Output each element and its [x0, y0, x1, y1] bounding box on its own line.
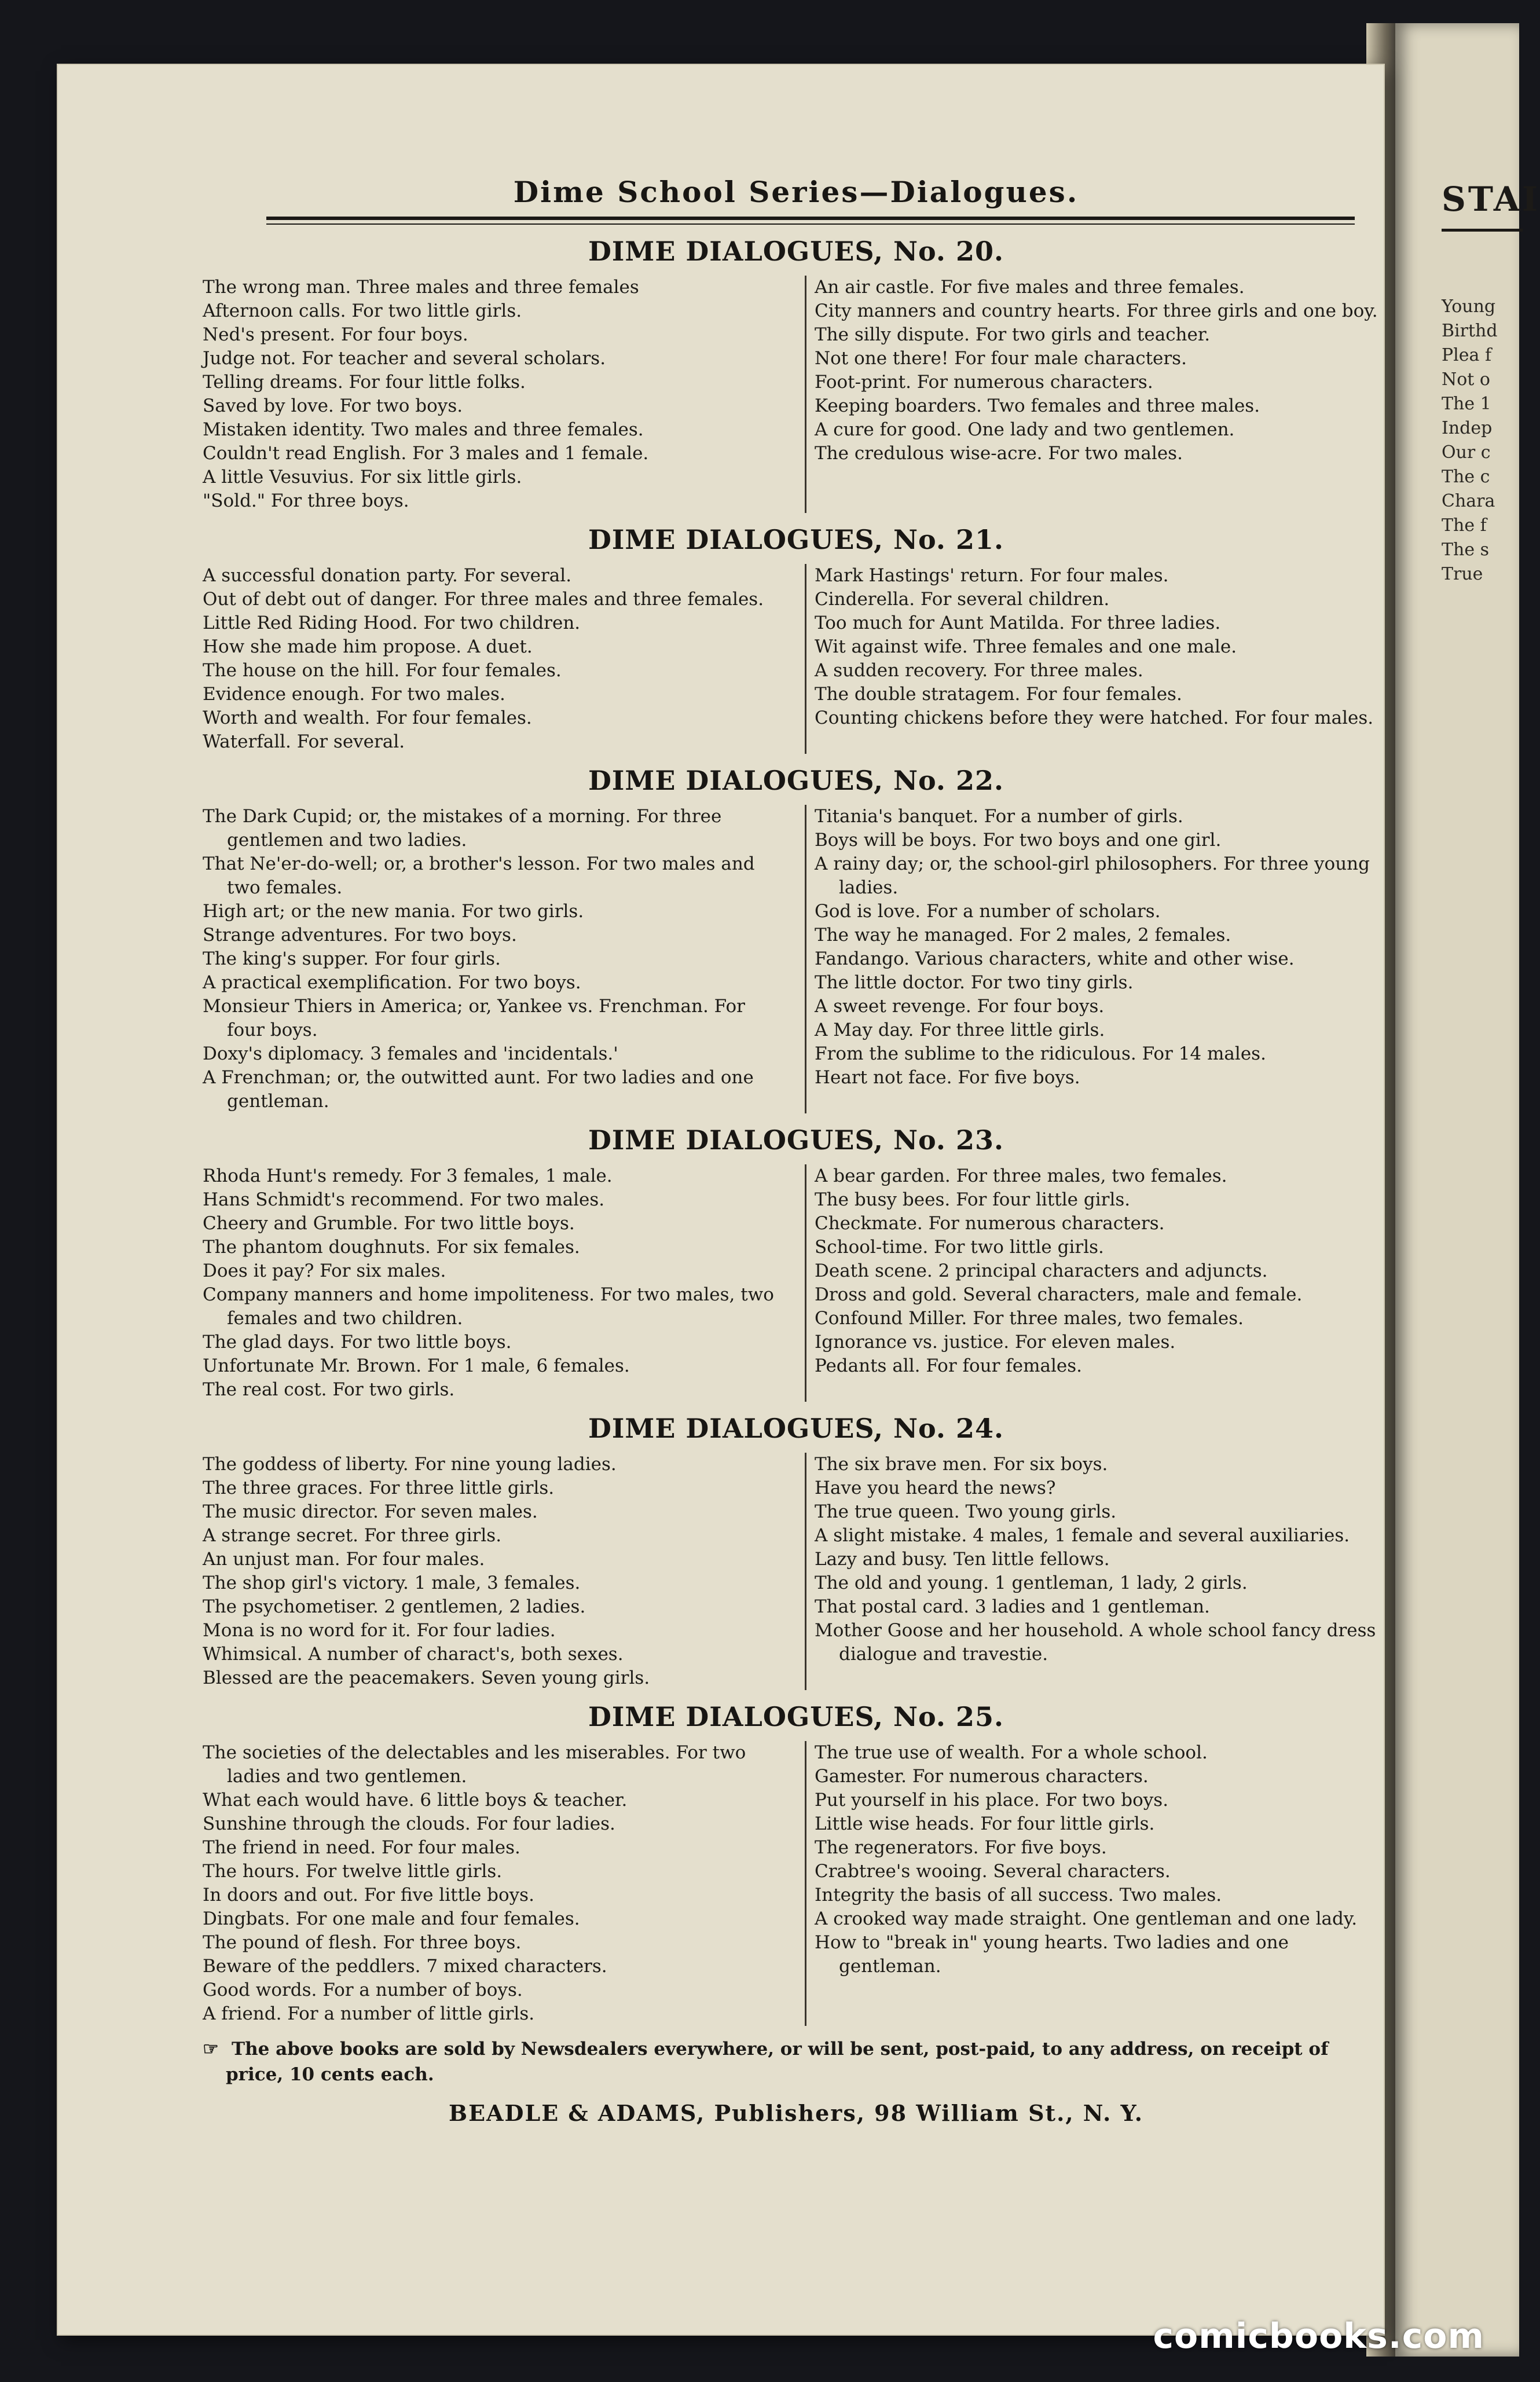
dialogue-entry: Heart not face. For five boys.	[815, 1067, 1080, 1088]
section-columns	[203, 564, 1389, 754]
dialogue-entry: Does it pay? For six males.	[203, 1260, 446, 1281]
right-column	[805, 1164, 1388, 1402]
dialogue-entry: Cinderella. For several children.	[815, 589, 1110, 610]
section-columns	[203, 1453, 1389, 1690]
dialogue-entry: That Ne'er-do-well; or, a brother's lesson. For two males and two females.	[203, 853, 755, 898]
page-content	[203, 169, 1389, 2323]
section-columns	[203, 805, 1389, 1113]
dialogue-entry: A slight mistake. 4 males, 1 female and several auxiliaries.	[815, 1525, 1350, 1546]
dialogue-entry: Mistaken identity. Two males and three females.	[203, 419, 644, 440]
facing-page-lines	[1442, 295, 1523, 587]
dialogue-entry: The true queen. Two young girls.	[815, 1501, 1117, 1522]
section-title: DIME DIALOGUES, No. 25.	[588, 1701, 1004, 1732]
dialogue-entry: Unfortunate Mr. Brown. For 1 male, 6 females.	[203, 1355, 630, 1376]
dialogue-entry: Telling dreams. For four little folks.	[203, 372, 526, 393]
dialogue-entry: The six brave men. For six boys.	[815, 1454, 1108, 1475]
dialogue-entry: Dingbats. For one male and four females.	[203, 1908, 580, 1929]
dialogue-entry: Cheery and Grumble. For two little boys.	[203, 1213, 575, 1234]
dialogue-entry: Evidence enough. For two males.	[203, 684, 505, 705]
dialogue-entry: The phantom doughnuts. For six females.	[203, 1237, 580, 1258]
left-column	[203, 564, 782, 754]
dialogue-entry: The king's supper. For four girls.	[203, 948, 501, 969]
right-column	[805, 564, 1388, 754]
header-rule	[266, 217, 1355, 220]
section-title: DIME DIALOGUES, No. 22.	[588, 765, 1004, 796]
section-columns	[203, 1164, 1389, 1402]
dialogue-entry: The glad days. For two little boys.	[203, 1332, 512, 1353]
left-column	[203, 1453, 782, 1690]
dialogue-sections	[203, 227, 1389, 2026]
publisher-line: BEADLE & ADAMS, Publishers, 98 William St., N. Y.	[448, 2100, 1144, 2126]
dialogue-entry: A strange secret. For three girls.	[203, 1525, 502, 1546]
dialogue-entry: The busy bees. For four little girls.	[815, 1189, 1131, 1210]
dialogue-entry: Have you heard the news?	[815, 1478, 1056, 1498]
dialogue-entry: Confound Miller. For three males, two females.	[815, 1308, 1244, 1329]
left-column	[203, 276, 782, 513]
left-column	[203, 1741, 782, 2026]
dialogue-entry: The double stratagem. For four females.	[815, 684, 1182, 705]
dialogue-entry: Boys will be boys. For two boys and one girl.	[815, 830, 1222, 851]
dialogue-entry: The pound of flesh. For three boys.	[203, 1932, 522, 1953]
dialogue-entry: Gamester. For numerous characters.	[815, 1766, 1149, 1787]
header-rule-thin	[266, 223, 1355, 225]
dialogue-entry: A bear garden. For three males, two females.	[815, 1166, 1227, 1186]
series-header: Dime School Series—Dialogues.	[513, 175, 1079, 209]
dialogue-entry: What each would have. 6 little boys & teacher.	[203, 1790, 628, 1811]
facing-page-fragment: Young	[1442, 296, 1496, 317]
dialogue-entry: Saved by love. For two boys.	[203, 395, 463, 416]
dialogue-entry: The music director. For seven males.	[203, 1501, 538, 1522]
dialogue-section	[203, 515, 1389, 754]
dialogue-entry: Pedants all. For four females.	[815, 1355, 1082, 1376]
facing-page-fragment: The 1	[1442, 394, 1491, 414]
dialogue-entry: The friend in need. For four males.	[203, 1837, 520, 1858]
facing-page-fragment: Indep	[1442, 418, 1493, 438]
dialogue-entry: From the sublime to the ridiculous. For 14 males.	[815, 1043, 1266, 1064]
dialogue-entry: A rainy day; or, the school-girl philosophers. For three young ladies.	[815, 853, 1370, 898]
right-column	[805, 805, 1388, 1113]
dialogue-entry: Couldn't read English. For 3 males and 1 female.	[203, 443, 649, 464]
dialogue-entry: The little doctor. For two tiny girls.	[815, 972, 1134, 993]
catalog-page	[58, 65, 1384, 2335]
facing-page-title: STAI	[1442, 179, 1540, 219]
right-column	[805, 1741, 1388, 2026]
dialogue-entry: High art; or the new mania. For two girls.	[203, 901, 584, 922]
section-columns	[203, 276, 1389, 513]
dialogue-entry: Ignorance vs. justice. For eleven males.	[815, 1332, 1176, 1353]
dialogue-entry: A sweet revenge. For four boys.	[815, 996, 1105, 1017]
dialogue-entry: A sudden recovery. For three males.	[815, 660, 1143, 681]
dialogue-section	[203, 1116, 1389, 1402]
dialogue-entry: School-time. For two little girls.	[815, 1237, 1104, 1258]
dialogue-entry: Dross and gold. Several characters, male and female.	[815, 1284, 1303, 1305]
dialogue-entry: Put yourself in his place. For two boys.	[815, 1790, 1169, 1811]
dialogue-entry: A friend. For a number of little girls.	[203, 2003, 535, 2024]
dialogue-entry: Foot-print. For numerous characters.	[815, 372, 1153, 393]
dialogue-entry: Too much for Aunt Matilda. For three ladies.	[815, 613, 1221, 633]
dialogue-entry: Worth and wealth. For four females.	[203, 708, 532, 728]
dialogue-entry: In doors and out. For five little boys.	[203, 1885, 534, 1905]
facing-page-fragment: Our c	[1442, 442, 1491, 463]
right-column	[805, 276, 1388, 513]
dialogue-entry: Monsieur Thiers in America; or, Yankee vs. Frenchman. For four boys.	[203, 996, 745, 1040]
facing-page-fragment: Not o	[1442, 369, 1490, 390]
dialogue-section	[203, 1692, 1389, 2026]
dialogue-entry: The shop girl's victory. 1 male, 3 females.	[203, 1573, 581, 1593]
footer-note-text: The above books are sold by Newsdealers everywhere, or will be sent, post-paid, to any address, on receipt of price, 10 cents each.	[226, 2039, 1329, 2085]
dialogue-entry: The regenerators. For five boys.	[815, 1837, 1107, 1858]
dialogue-entry: Checkmate. For numerous characters.	[815, 1213, 1165, 1234]
dialogue-entry: The silly dispute. For two girls and teacher.	[815, 324, 1211, 345]
dialogue-entry: A crooked way made straight. One gentleman and one lady.	[815, 1908, 1358, 1929]
dialogue-entry: The goddess of liberty. For nine young ladies.	[203, 1454, 617, 1475]
pointing-hand-icon: ☞	[203, 2039, 219, 2059]
dialogue-entry: Death scene. 2 principal characters and adjuncts.	[815, 1260, 1268, 1281]
dialogue-entry: Keeping boarders. Two females and three males.	[815, 395, 1260, 416]
dialogue-entry: Hans Schmidt's recommend. For two males.	[203, 1189, 605, 1210]
dialogue-entry: Company manners and home impoliteness. For two males, two females and two children.	[203, 1284, 774, 1329]
facing-page-fragment: The s	[1442, 540, 1490, 560]
dialogue-entry: Not one there! For four male characters.	[815, 348, 1187, 369]
dialogue-entry: Blessed are the peacemakers. Seven young girls.	[203, 1668, 650, 1688]
dialogue-entry: The Dark Cupid; or, the mistakes of a morning. For three gentlemen and two ladies.	[203, 806, 722, 851]
dialogue-entry: Rhoda Hunt's remedy. For 3 females, 1 male.	[203, 1166, 613, 1186]
dialogue-entry: The real cost. For two girls.	[203, 1379, 455, 1400]
dialogue-entry: Counting chickens before they were hatched. For four males.	[815, 708, 1374, 728]
dialogue-entry: The societies of the delectables and les miserables. For two ladies and two gentlemen.	[203, 1742, 746, 1787]
dialogue-entry: Integrity the basis of all success. Two males.	[815, 1885, 1222, 1905]
dialogue-section	[203, 227, 1389, 513]
dialogue-section	[203, 1404, 1389, 1690]
dialogue-entry: A Frenchman; or, the outwitted aunt. For two ladies and one gentleman.	[203, 1067, 754, 1112]
dialogue-entry: A practical exemplification. For two boys.	[203, 972, 581, 993]
dialogue-entry: The credulous wise-acre. For two males.	[815, 443, 1183, 464]
dialogue-entry: That postal card. 3 ladies and 1 gentleman.	[815, 1596, 1210, 1617]
dialogue-entry: Mona is no word for it. For four ladies.	[203, 1620, 556, 1641]
dialogue-entry: The old and young. 1 gentleman, 1 lady, 2 girls.	[815, 1573, 1248, 1593]
dialogue-entry: An air castle. For five males and three females.	[815, 277, 1245, 298]
dialogue-entry: Judge not. For teacher and several scholars.	[203, 348, 606, 369]
facing-page-fragment: Birthd	[1442, 321, 1498, 341]
dialogue-entry: Whimsical. A number of charact's, both sexes.	[203, 1644, 624, 1665]
dialogue-entry: Fandango. Various characters, white and other wise.	[815, 948, 1295, 969]
dialogue-entry: Little Red Riding Hood. For two children.	[203, 613, 581, 633]
dialogue-entry: An unjust man. For four males.	[203, 1549, 485, 1570]
dialogue-entry: A successful donation party. For several.	[203, 565, 572, 586]
section-title: DIME DIALOGUES, No. 23.	[588, 1124, 1004, 1156]
dialogue-entry: Out of debt out of danger. For three males and three females.	[203, 589, 764, 610]
dialogue-entry: Waterfall. For several.	[203, 731, 405, 752]
dialogue-entry: Little wise heads. For four little girls.	[815, 1813, 1155, 1834]
facing-page	[1395, 23, 1540, 2357]
dialogue-entry: Good words. For a number of boys.	[203, 1980, 523, 2000]
dialogue-entry: Mark Hastings' return. For four males.	[815, 565, 1169, 586]
left-column	[203, 805, 782, 1113]
dialogue-entry: The true use of wealth. For a whole school.	[815, 1742, 1208, 1763]
dialogue-entry: Sunshine through the clouds. For four ladies.	[203, 1813, 615, 1834]
dialogue-entry: Lazy and busy. Ten little fellows.	[815, 1549, 1110, 1570]
dialogue-entry: A May day. For three little girls.	[815, 1020, 1105, 1040]
facing-page-fragment: The c	[1442, 467, 1490, 487]
facing-page-fragment: Plea f	[1442, 345, 1492, 365]
site-watermark: comicbooks.com	[1153, 2316, 1484, 2357]
dialogue-entry: God is love. For a number of scholars.	[815, 901, 1161, 922]
dialogue-entry: Titania's banquet. For a number of girls.	[815, 806, 1183, 827]
footer-note	[203, 2036, 1389, 2087]
facing-page-rule	[1442, 229, 1523, 232]
dialogue-entry: Wit against wife. Three females and one male.	[815, 636, 1237, 657]
dialogue-entry: The psychometiser. 2 gentlemen, 2 ladies.	[203, 1596, 586, 1617]
facing-page-fragment: Chara	[1442, 491, 1495, 511]
right-column	[805, 1453, 1388, 1690]
dialogue-entry: The hours. For twelve little girls.	[203, 1861, 503, 1882]
left-column	[203, 1164, 782, 1402]
dialogue-entry: A little Vesuvius. For six little girls.	[203, 467, 522, 488]
dialogue-entry: The three graces. For three little girls.	[203, 1478, 555, 1498]
dialogue-entry: How she made him propose. A duet.	[203, 636, 533, 657]
section-title: DIME DIALOGUES, No. 24.	[588, 1413, 1004, 1444]
dialogue-entry: Strange adventures. For two boys.	[203, 925, 517, 946]
facing-page-fragment: The f	[1442, 515, 1487, 536]
dialogue-section	[203, 756, 1389, 1113]
section-title: DIME DIALOGUES, No. 21.	[588, 524, 1004, 555]
dialogue-entry: The way he managed. For 2 males, 2 females.	[815, 925, 1231, 946]
dialogue-entry: Doxy's diplomacy. 3 females and 'incidentals.'	[203, 1043, 618, 1064]
dialogue-entry: Afternoon calls. For two little girls.	[203, 301, 522, 321]
dialogue-entry: "Sold." For three boys.	[203, 490, 409, 511]
dialogue-entry: A cure for good. One lady and two gentlemen.	[815, 419, 1235, 440]
dialogue-entry: How to "break in" young hearts. Two ladies and one gentleman.	[815, 1932, 1289, 1977]
dialogue-entry: Beware of the peddlers. 7 mixed characters.	[203, 1956, 607, 1977]
dialogue-entry: City manners and country hearts. For three girls and one boy.	[815, 301, 1378, 321]
section-title: DIME DIALOGUES, No. 20.	[588, 236, 1004, 267]
dialogue-entry: Ned's present. For four boys.	[203, 324, 468, 345]
dialogue-entry: The house on the hill. For four females.	[203, 660, 562, 681]
facing-page-fragment: True	[1442, 564, 1483, 584]
dialogue-entry: Mother Goose and her household. A whole school fancy dress dialogue and travestie.	[815, 1620, 1376, 1665]
section-columns	[203, 1741, 1389, 2026]
dialogue-entry: The wrong man. Three males and three females	[203, 277, 639, 298]
dialogue-entry: Crabtree's wooing. Several characters.	[815, 1861, 1171, 1882]
